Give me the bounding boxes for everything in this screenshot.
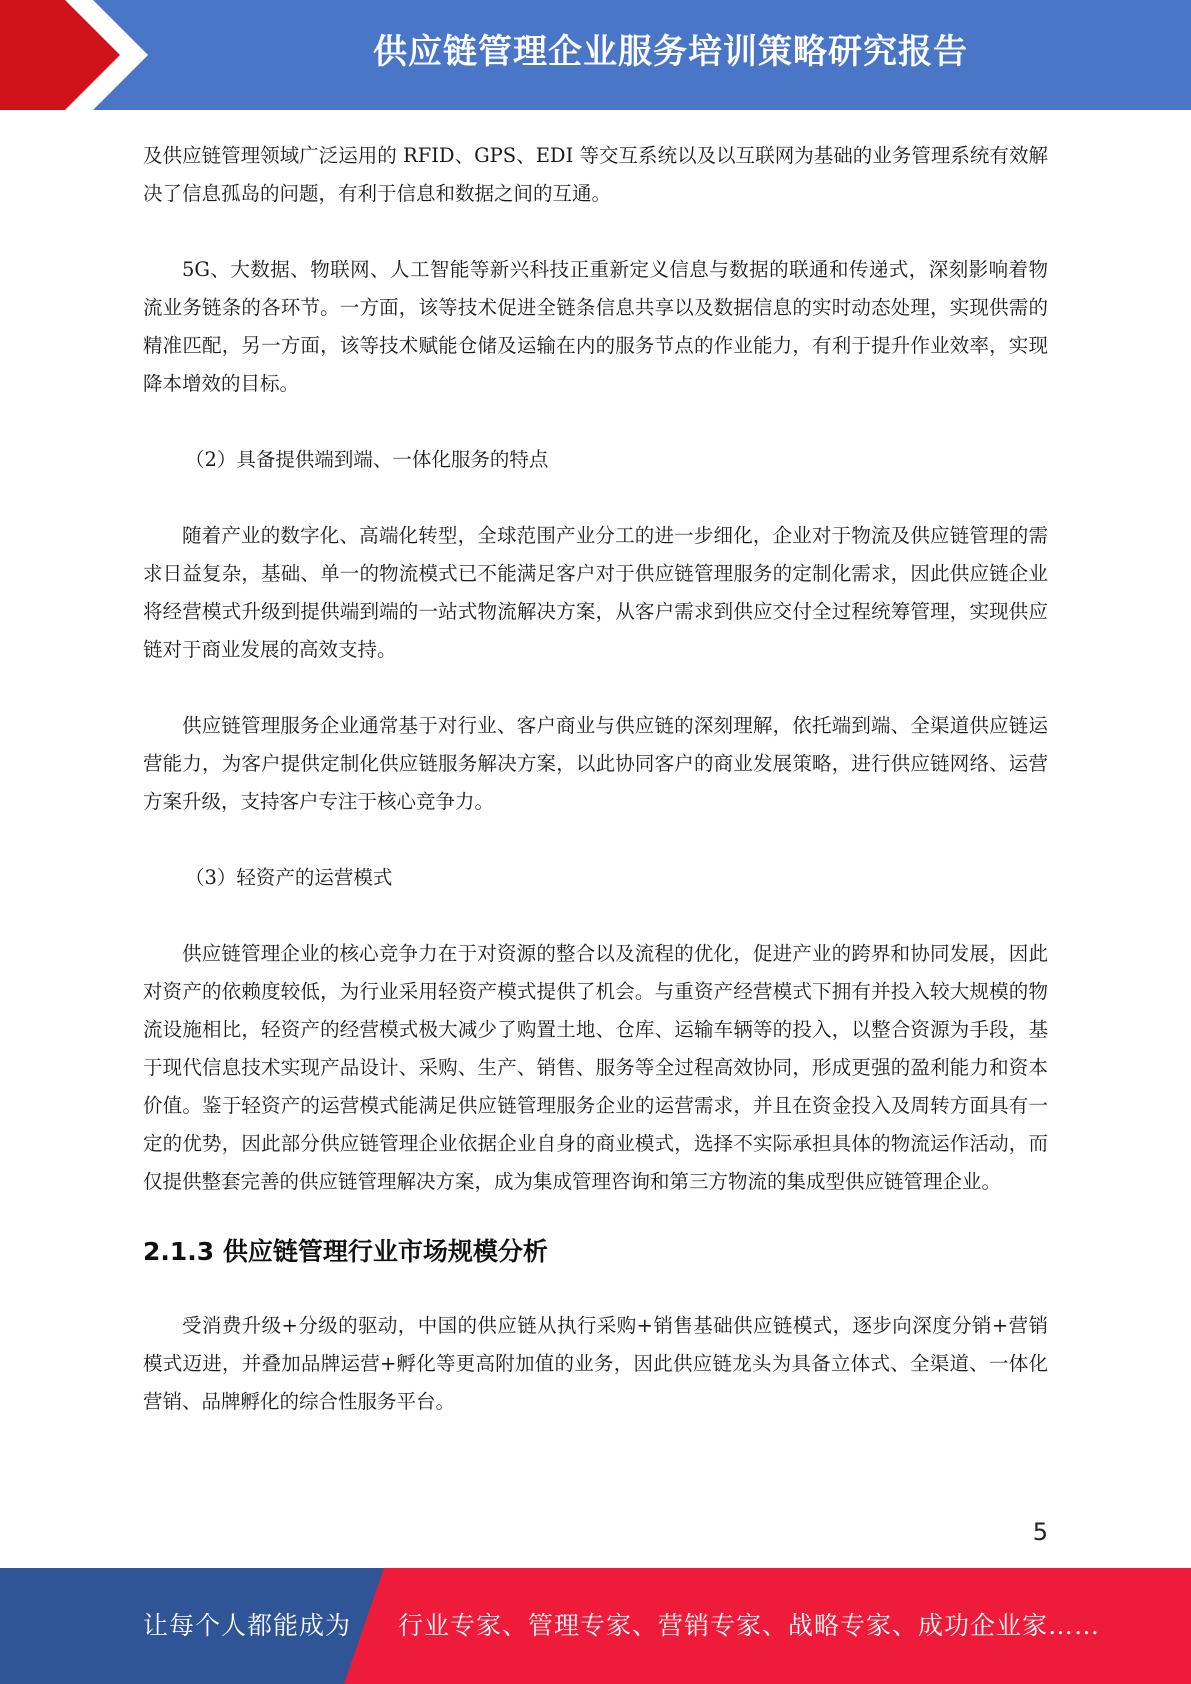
sub-heading-2: （2）具备提供端到端、一体化服务的特点 <box>185 448 549 471</box>
paragraph-1: 及供应链管理领域广泛运用的 RFID、GPS、EDI 等交互系统以及以互联网为基础的业务管理系统有效解决了信息孤岛的问题，有利于信息和数据之间的互通。 <box>143 144 1048 205</box>
footer-banner <box>0 1568 1191 1684</box>
paragraph-6: 受消费升级+分级的驱动，中国的供应链从执行采购+销售基础供应链模式，逐步向深度分销+营销模式迈进，并叠加品牌运营+孵化等更高附加值的业务，因此供应链龙头为具备立体式、全渠道、一体化营销、品牌孵化的综合性服务平台。 <box>143 1314 1048 1413</box>
report-title: 供应链管理企业服务培训策略研究报告 <box>373 32 968 72</box>
section-heading: 2.1.3 供应链管理行业市场规模分析 <box>143 1237 548 1266</box>
sub-heading-3: （3）轻资产的运营模式 <box>185 866 393 889</box>
footer-slogan-right: 行业专家、管理专家、营销专家、战略专家、成功企业家…… <box>398 1611 1101 1640</box>
document-body <box>143 137 1048 1421</box>
paragraph-4: 供应链管理服务企业通常基于对行业、客户商业与供应链的深刻理解，依托端到端、全渠道供应链运营能力，为客户提供定制化供应链服务解决方案，以此协同客户的商业发展策略，进行供应链网络、运营方案升级，支持客户专注于核心竞争力。 <box>143 714 1048 813</box>
paragraph-3: 随着产业的数字化、高端化转型，全球范围产业分工的进一步细化，企业对于物流及供应链管理的需求日益复杂，基础、单一的物流模式已不能满足客户对于供应链管理服务的定制化需求，因此供应链企业将经营模式升级到提供端到端的一站式物流解决方案，从客户需求到供应交付全过程统筹管理，实现供应链对于商业发展的高效支持。 <box>143 524 1048 661</box>
header-banner <box>0 0 1191 110</box>
footer-slogan-left: 让每个人都能成为 <box>143 1611 352 1640</box>
header-chevron-arrow <box>0 0 160 110</box>
paragraph-2: 5G、大数据、物联网、人工智能等新兴科技正重新定义信息与数据的联通和传递式，深刻影响着物流业务链条的各环节。一方面，该等技术促进全链条信息共享以及数据信息的实时动态处理，实现供需的精准匹配，另一方面，该等技术赋能仓储及运输在内的服务节点的作业能力，有利于提升作业效率，实现降本增效的目标。 <box>143 258 1048 395</box>
paragraph-5: 供应链管理企业的核心竞争力在于对资源的整合以及流程的优化，促进产业的跨界和协同发展，因此对资产的依赖度较低，为行业采用轻资产模式提供了机会。与重资产经营模式下拥有并投入较大规模的物流设施相比，轻资产的经营模式极大减少了购置土地、仓库、运输车辆等的投入，以整合资源为手段，基于现代信息技术实现产品设计、采购、生产、销售、服务等全过程高效协同，形成更强的盈利能力和资本价值。鉴于轻资产的运营模式能满足供应链管理服务企业的运营需求，并且在资金投入及周转方面具有一定的优势，因此部分供应链管理企业依据企业自身的商业模式，选择不实际承担具体的物流运作活动，而仅提供整套完善的供应链管理解决方案，成为集成管理咨询和第三方物流的集成型供应链管理企业。 <box>143 942 1048 1193</box>
page-number: 5 <box>1032 1518 1048 1546</box>
